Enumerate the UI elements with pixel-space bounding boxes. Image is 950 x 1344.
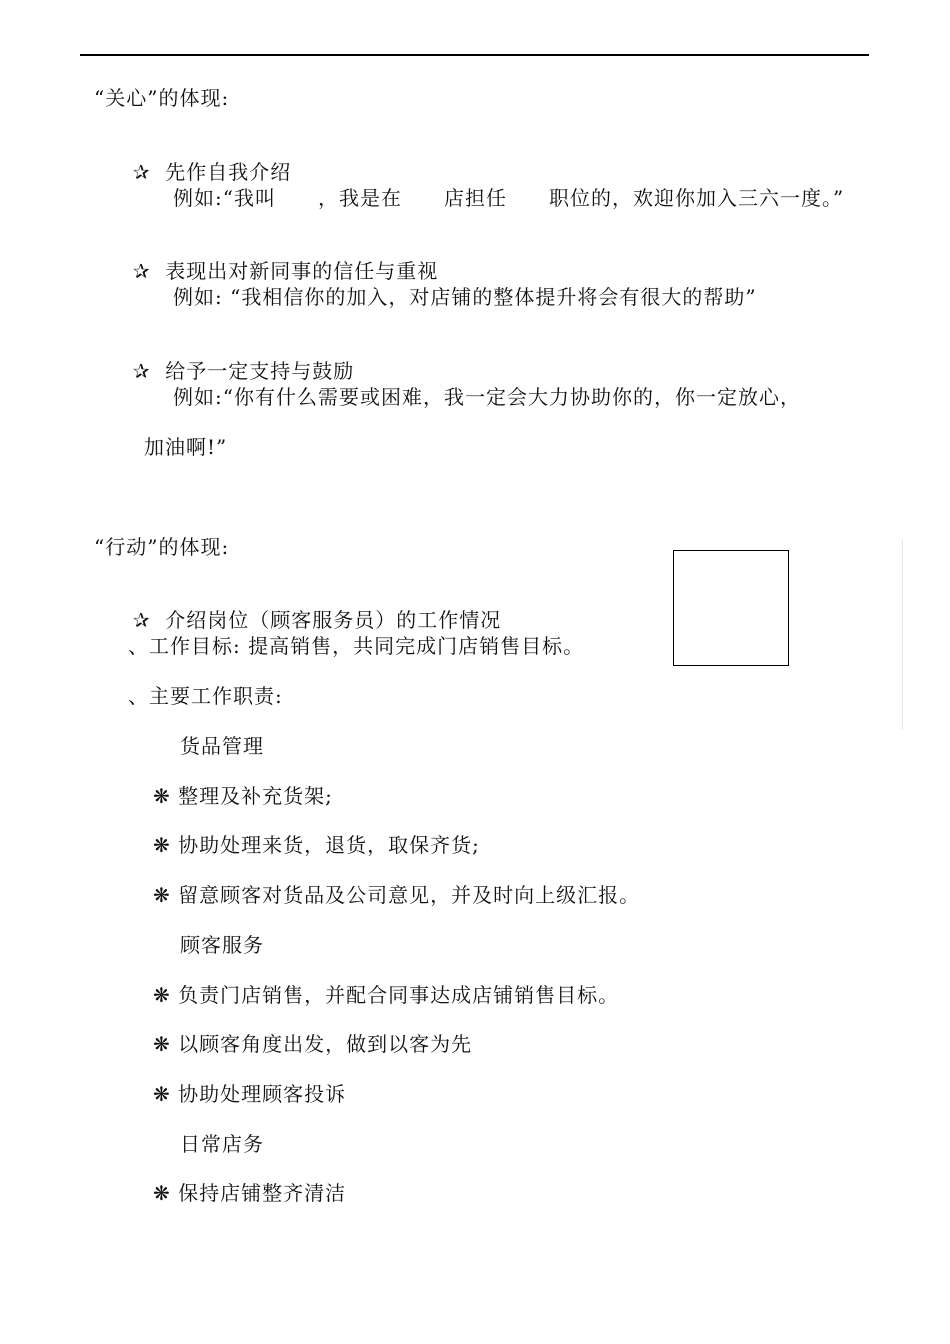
flower-bullet-icon: ❋ xyxy=(153,1032,171,1056)
header-rule xyxy=(80,54,869,56)
action-intro-text: 介绍岗位（顾客服务员）的工作情况 xyxy=(165,608,502,632)
action-intro xyxy=(118,584,501,632)
care-item-1-text: 先作自我介绍 xyxy=(165,160,292,184)
star-icon: ✰ xyxy=(132,359,151,383)
list-item: ❋ 协助处理来货，退货，取保齐货; xyxy=(153,833,480,857)
group-title-daily: 日常店务 xyxy=(180,1132,264,1156)
work-goal: 、工作目标: 提高销售，共同完成门店销售目标。 xyxy=(128,634,585,658)
main-duties: 、主要工作职责: xyxy=(128,684,283,708)
care-heading: “关心”的体现: xyxy=(94,86,230,110)
care-item-3-text: 给予一定支持与鼓励 xyxy=(165,359,355,383)
list-item: ❋ 负责门店销售，并配合同事达成店铺销售目标。 xyxy=(153,983,620,1007)
list-item: ❋ 协助处理顾客投诉 xyxy=(153,1082,347,1106)
margin-guide-line xyxy=(902,540,903,730)
list-item: ❋ 留意顾客对货品及公司意见，并及时向上级汇报。 xyxy=(153,883,641,907)
care-item-2-example: 例如: “我相信你的加入，对店铺的整体提升将会有很大的帮助” xyxy=(173,285,757,309)
flower-bullet-icon: ❋ xyxy=(153,1082,171,1106)
star-icon: ✰ xyxy=(132,160,151,184)
flower-bullet-icon: ❋ xyxy=(153,983,171,1007)
flower-bullet-icon: ❋ xyxy=(153,883,171,907)
star-icon: ✰ xyxy=(132,608,151,632)
flower-bullet-icon: ❋ xyxy=(153,1181,171,1205)
care-item-3 xyxy=(118,335,354,383)
list-item: ❋ 保持店铺整齐清洁 xyxy=(153,1181,347,1205)
list-item: ❋ 整理及补充货架; xyxy=(153,784,333,808)
star-icon: ✰ xyxy=(132,259,151,283)
flower-bullet-icon: ❋ xyxy=(153,784,171,808)
care-item-2-text: 表现出对新同事的信任与重视 xyxy=(165,259,439,283)
group-title-service: 顾客服务 xyxy=(180,933,264,957)
care-item-1 xyxy=(118,136,291,184)
action-heading: “行动”的体现: xyxy=(94,535,230,559)
care-item-3-example: 例如:“你有什么需要或困难，我一定会大力协助你的，你一定放心， xyxy=(173,385,801,409)
list-item: ❋ 以顾客角度出发，做到以客为先 xyxy=(153,1032,473,1056)
care-item-2 xyxy=(118,235,438,283)
care-item-1-example: 例如:“我叫 ，我是在 店担任 职位的，欢迎你加入三六一度。” xyxy=(173,186,845,210)
flower-bullet-icon: ❋ xyxy=(153,833,171,857)
photo-placeholder-box xyxy=(673,550,789,666)
care-item-3-example-cont: 加油啊!” xyxy=(144,435,228,459)
group-title-goods: 货品管理 xyxy=(180,734,264,758)
